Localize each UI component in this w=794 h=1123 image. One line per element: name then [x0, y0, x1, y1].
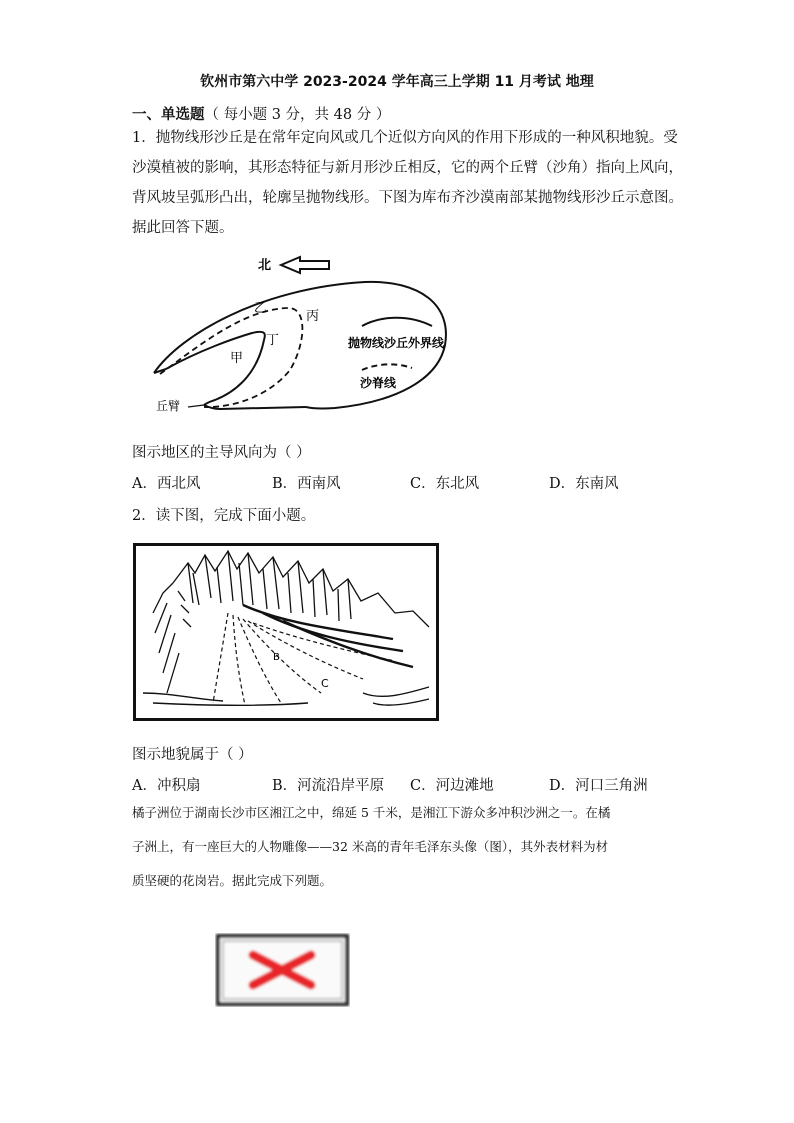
question-1-stem: [132, 123, 683, 243]
legend-outline-label: 抛物线沙丘外界线: [348, 336, 445, 350]
legend-outline-sample: [362, 318, 432, 326]
legend-ridge-sample: [362, 364, 412, 370]
legend-ridge-label: 沙脊线: [360, 376, 397, 390]
section-heading-label: 一、单选题: [132, 107, 205, 123]
dune-arm-lower: [204, 405, 306, 409]
region-bing: 丙: [306, 309, 320, 324]
label-c: C: [321, 677, 329, 690]
dune-figure: [140, 250, 480, 420]
stem-line: 据此回答下题。: [132, 220, 234, 236]
section-heading-note: （ 每小题 3 分，共 48 分 ）: [204, 107, 391, 123]
dune-inner-outline: [154, 337, 270, 373]
intro-line: 橘子洲位于湖南长沙市区湘江之中，绵延 5 千米，是湘江下游众多冲积沙洲之一。在橘: [132, 805, 611, 820]
broken-image-icon: [215, 933, 350, 1007]
arm-label: 丘臂: [156, 399, 181, 413]
option-b: B．河流沿岸平原: [272, 778, 385, 794]
north-label: 北: [258, 258, 272, 273]
stem-line: 背风坡呈弧形凸出，轮廓呈抛物线形。下图为库布齐沙漠南部某抛物线形沙丘示意图。: [132, 190, 683, 206]
question-1-prompt: 图示地区的主导风向为（ ）: [132, 445, 311, 461]
question-3-intro: [132, 796, 677, 898]
option-b: B．西南风: [272, 476, 341, 492]
question-1-options: [132, 472, 732, 492]
arrow-left-icon: [281, 257, 329, 273]
landform-figure: [133, 543, 439, 721]
dune-inner-curve: [166, 332, 265, 405]
option-d: D．东南风: [549, 476, 619, 492]
intro-line: 质坚硬的花岗岩。据此完成下列题。: [132, 873, 333, 888]
page-title: 钦州市第六中学 2023-2024 学年高三上学期 11 月考试 地理: [200, 74, 594, 90]
region-ding: 丁: [266, 333, 280, 348]
region-yi: 乙: [254, 301, 268, 316]
question-2-options: [132, 774, 732, 794]
label-b: B: [273, 652, 280, 663]
section-heading: [132, 103, 390, 124]
question-2-prompt: 图示地貌属于（ ）: [132, 747, 253, 763]
option-c: C．东北风: [410, 476, 480, 492]
option-a: A．西北风: [132, 476, 201, 492]
arm-pointer: [188, 405, 204, 407]
option-a: A．冲积扇: [132, 778, 201, 794]
region-jia: 甲: [230, 351, 244, 366]
stem-line: 1．抛物线形沙丘是在常年定向风或几个近似方向风的作用下形成的一种风积地貌。受: [132, 130, 678, 146]
option-d: D．河口三角洲: [549, 778, 648, 794]
option-c: C．河边滩地: [410, 778, 494, 794]
intro-line: 子洲上，有一座巨大的人物雕像——32 米高的青年毛泽东头像（图），其外表材料为材: [132, 839, 609, 854]
stem-line: 沙漠植被的影响，其形态特征与新月形沙丘相反，它的两个丘臂（沙角）指向上风向，: [132, 160, 683, 176]
question-2-lead: 2．读下图，完成下面小题。: [132, 508, 316, 524]
